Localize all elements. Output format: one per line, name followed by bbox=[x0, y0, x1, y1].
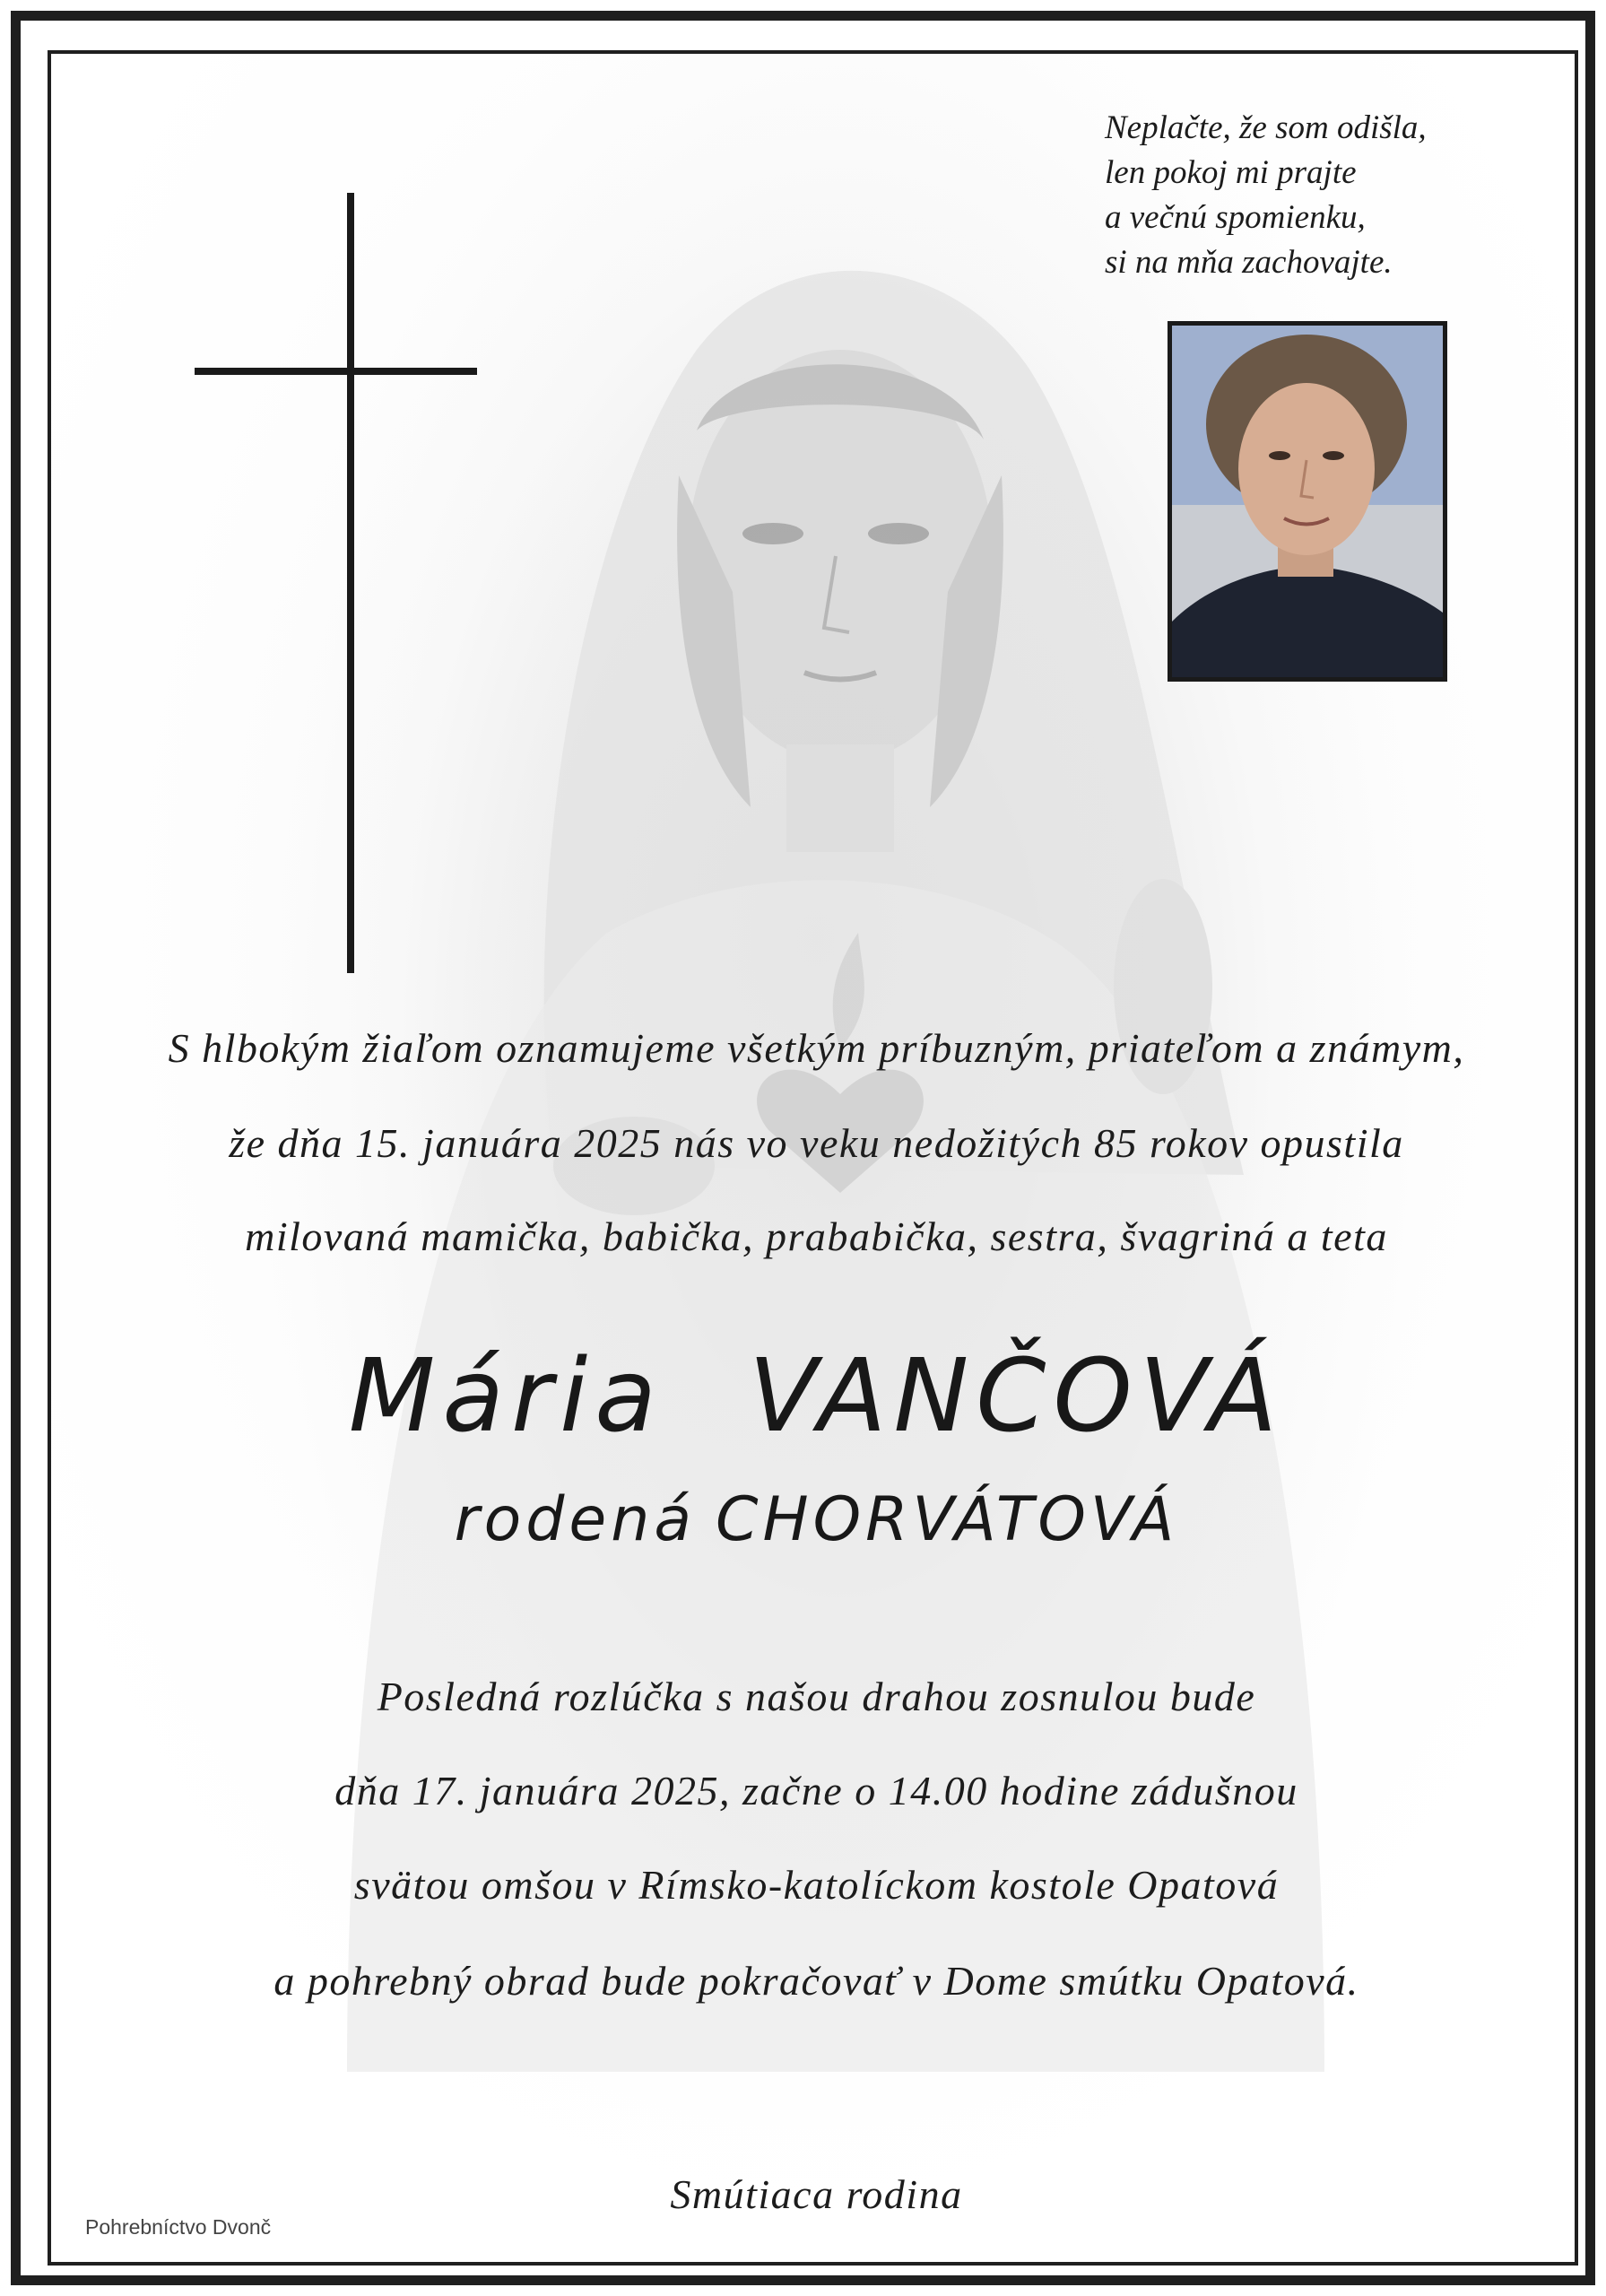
obituary-card bbox=[48, 50, 1578, 2266]
maiden-prefix: rodená bbox=[454, 1484, 696, 1555]
funeral-line: svätou omšou v Rímsko-katolíckom kostole Opatová bbox=[353, 1862, 1280, 1908]
portrait-photo bbox=[1168, 321, 1447, 682]
poem-line: Neplačte, že som odišla, bbox=[1105, 109, 1427, 146]
maiden-name bbox=[51, 1484, 1578, 1555]
family-signature: Smútiaca rodina bbox=[670, 2171, 963, 2217]
funeral-line: Posledná rozlúčka s našou drahou zosnulou bude bbox=[377, 1674, 1256, 1719]
memorial-poem bbox=[1105, 106, 1481, 285]
maiden-surname: CHORVÁTOVÁ bbox=[715, 1484, 1179, 1555]
deceased-surname: VANČOVÁ bbox=[748, 1338, 1285, 1455]
funeral-line: a pohrebný obrad bude pokračovať v Dome smútku Opatová. bbox=[273, 1958, 1359, 2004]
funeral-home-credit: Pohrebníctvo Dvonč bbox=[85, 2215, 272, 2239]
deceased-name bbox=[51, 1338, 1578, 1455]
cross-horizontal-bar bbox=[195, 368, 477, 375]
poem-line: a večnú spomienku, bbox=[1105, 199, 1366, 236]
announcement-line: S hlbokým žiaľom oznamujeme všetkým príbuzným, priateľom a známym, bbox=[168, 1025, 1465, 1071]
funeral-line: dňa 17. januára 2025, začne o 14.00 hodine zádušnou bbox=[334, 1768, 1298, 1813]
cross-vertical-bar bbox=[347, 193, 354, 973]
deceased-first-name: Mária bbox=[348, 1338, 664, 1455]
poem-line: si na mňa zachovajte. bbox=[1105, 244, 1393, 281]
poem-line: len pokoj mi prajte bbox=[1105, 154, 1357, 191]
announcement-line: milovaná mamička, babička, prababička, sestra, švagriná a teta bbox=[245, 1213, 1388, 1259]
announcement-line: že dňa 15. januára 2025 nás vo veku nedožitých 85 rokov opustila bbox=[229, 1120, 1404, 1166]
outer-frame bbox=[11, 11, 1595, 2285]
